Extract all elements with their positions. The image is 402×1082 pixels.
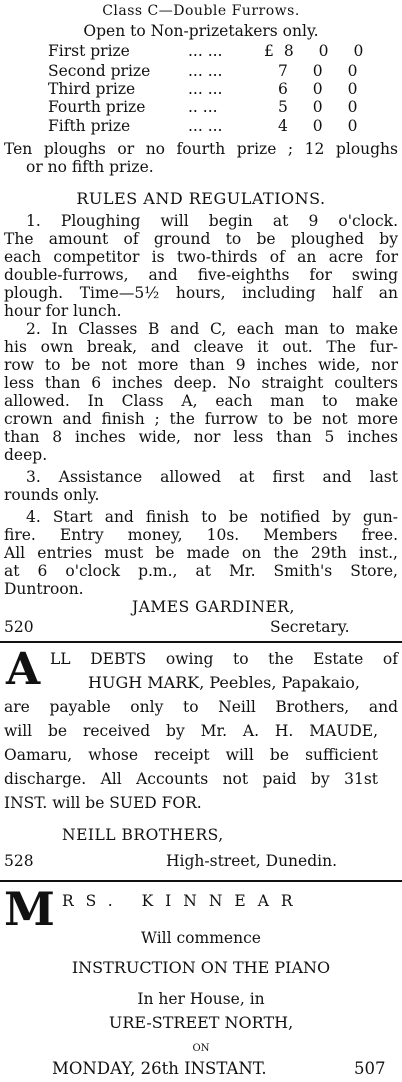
debts-line: will be received by Mr. A. H. MAUDE,: [4, 722, 378, 740]
piano-line: In her House, in: [137, 990, 265, 1008]
ad-number: 507: [354, 1059, 386, 1078]
prize-name: First prize: [48, 42, 130, 60]
prize-amount: 5 0 0: [278, 98, 368, 116]
prize-amount: 6 0 0: [278, 80, 368, 98]
prize-amount: 4 0 0: [278, 117, 368, 135]
drop-cap: A: [6, 644, 41, 695]
debts-line: discharge. All Accounts not paid by 31st: [4, 770, 378, 788]
debts-line: are payable only to Neill Brothers, and: [4, 698, 398, 716]
rules-line: The amount of ground to be ploughed by: [4, 230, 398, 248]
rules-line: Duntroon.: [4, 580, 84, 598]
rules-line: rounds only.: [4, 486, 100, 504]
rules-line: 1. Ploughing will begin at 9 o'clock.: [26, 212, 398, 230]
class-c-note: Ten ploughs or no fourth prize ; 12 ploughs: [4, 140, 398, 158]
debts-line: LL DEBTS owing to the Estate of: [50, 650, 398, 668]
rules-line: at 6 o'clock p.m., at Mr. Smith's Store,: [4, 562, 398, 580]
piano-line: URE-STREET NORTH,: [108, 1013, 294, 1032]
prize-dots: .. ...: [188, 98, 218, 116]
rules-line: each competitor is two-thirds of an acre for: [4, 248, 398, 266]
rules-line: double-furrows, and five-eighths for swing: [4, 266, 398, 284]
prize-name: Fifth prize: [48, 117, 131, 135]
rules-line: allowed. In Class A, each man to make: [4, 392, 398, 410]
rules-line: hour for lunch.: [4, 302, 122, 320]
debts-signature: NEILL BROTHERS,: [62, 826, 224, 844]
rules-heading: RULES AND REGULATIONS.: [76, 189, 326, 208]
rules-line: fire. Entry money, 10s. Members free.: [4, 526, 398, 544]
debts-line: HUGH MARK, Peebles, Papakaio,: [88, 673, 360, 692]
piano-line: MONDAY, 26th INSTANT.: [52, 1059, 267, 1078]
rules-line: 4. Start and finish to be notified by gun-: [26, 508, 398, 526]
debts-line: INST. will be SUED FOR.: [4, 794, 202, 812]
rules-line: crown and finish ; the furrow to be not more: [4, 410, 398, 428]
rules-role: Secretary.: [270, 618, 350, 636]
rules-line: deep.: [4, 446, 48, 464]
rules-line: less than 6 inches deep. No straight coulters: [4, 374, 398, 392]
prize-dots: ... ...: [188, 80, 223, 98]
column-rule: [0, 880, 402, 882]
rules-line: 3. Assistance allowed at first and last: [26, 468, 398, 486]
debts-address: High-street, Dunedin.: [166, 852, 337, 870]
piano-line: RS. KINNEAR: [62, 892, 305, 910]
class-c-title: Class C—Double Furrows.: [102, 3, 300, 19]
rules-line: his own break, and cleave it out. The fur-: [4, 338, 398, 356]
rules-line: row to be not more than 9 inches wide, nor: [4, 356, 398, 374]
class-c-note-continued: or no fifth prize.: [26, 158, 154, 176]
prize-amount: £8 0 0: [264, 42, 374, 60]
prize-dots: ... ...: [188, 62, 223, 80]
rules-line: All entries must be made on the 29th inst.,: [4, 544, 398, 562]
class-c-subtitle: Open to Non-prizetakers only.: [83, 22, 319, 40]
prize-name: Fourth prize: [48, 98, 146, 116]
ad-number: 528: [4, 852, 34, 870]
piano-line: Will commence: [141, 929, 261, 947]
prize-name: Third prize: [48, 80, 136, 98]
column-rule: [0, 641, 402, 643]
piano-line: INSTRUCTION ON THE PIANO: [71, 958, 331, 977]
drop-cap: M: [4, 882, 55, 936]
rules-line: plough. Time—5½ hours, including half an: [4, 284, 398, 302]
prize-dots: ... ...: [188, 117, 223, 135]
prize-name: Second prize: [48, 62, 151, 80]
debts-line: Oamaru, whose receipt will be sufficient: [4, 746, 378, 764]
rules-line: than 8 inches wide, nor less than 5 inches: [4, 428, 398, 446]
piano-line: ON: [192, 1043, 210, 1054]
prize-dots: ... ...: [188, 42, 223, 60]
prize-amount: 7 0 0: [278, 62, 368, 80]
ad-number: 520: [4, 618, 34, 636]
rules-line: 2. In Classes B and C, each man to make: [26, 320, 398, 338]
rules-signature: JAMES GARDINER,: [132, 598, 295, 616]
